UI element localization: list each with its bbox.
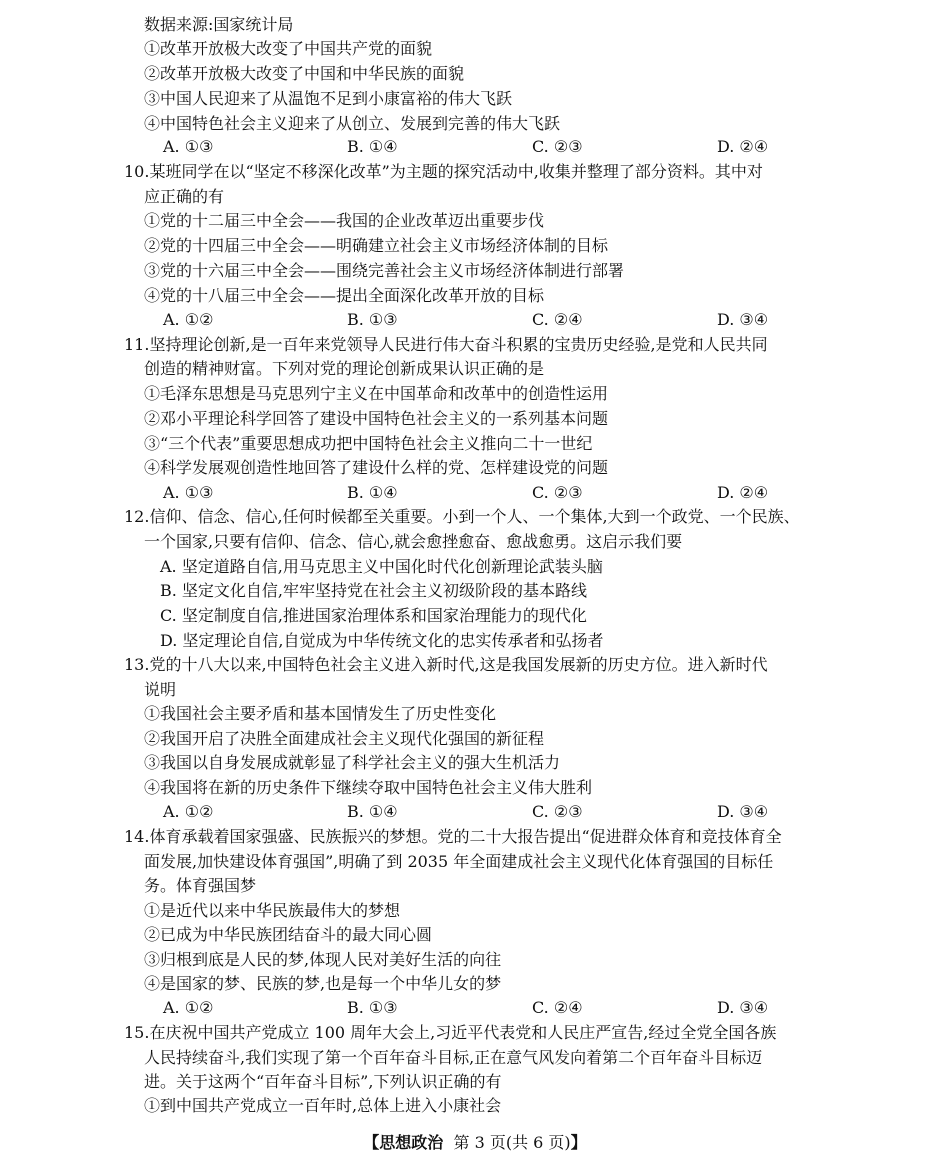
q12-choice-c: C. 坚定制度自信,推进国家治理体系和国家治理能力的现代化 bbox=[160, 606, 587, 625]
q11-item: ①毛泽东思想是马克思列宁主义在中国革命和改革中的创造性运用 bbox=[144, 384, 609, 403]
q10-stem: 应正确的有 bbox=[144, 187, 225, 206]
q14-item: ③归根到底是人民的梦,体现人民对美好生活的向往 bbox=[144, 950, 502, 969]
q13-item: ②我国开启了决胜全面建成社会主义现代化强国的新征程 bbox=[144, 729, 545, 748]
q11-option-d: D. ②④ bbox=[717, 483, 769, 502]
q10-option-d: D. ③④ bbox=[717, 310, 769, 329]
q10-stem: 10.某班同学在以“坚定不移深化改革”为主题的探究活动中,收集并整理了部分资料。其中对 bbox=[124, 162, 763, 181]
q12-stem: 一个国家,只要有信仰、信念、信心,就会愈挫愈奋、愈战愈勇。这启示我们要 bbox=[144, 532, 683, 551]
q9-item: ③中国人民迎来了从温饱不足到小康富裕的伟大飞跃 bbox=[144, 89, 513, 108]
q13-option-d: D. ③④ bbox=[717, 802, 769, 821]
q10-item: ①党的十二届三中全会——我国的企业改革迈出重要步伐 bbox=[144, 211, 545, 230]
q9-option-c: C. ②③ bbox=[532, 137, 583, 156]
q14-option-b: B. ①③ bbox=[347, 998, 398, 1017]
q11-option-b: B. ①④ bbox=[347, 483, 398, 502]
q9-option-a: A. ①③ bbox=[163, 137, 214, 156]
q11-stem: 创造的精神财富。下列对党的理论创新成果认识正确的是 bbox=[144, 359, 545, 378]
footer-subject: 思想政治 bbox=[379, 1133, 444, 1152]
q15-stem: 人民持续奋斗,我们实现了第一个百年奋斗目标,正在意气风发向着第二个百年奋斗目标迈 bbox=[144, 1048, 763, 1067]
data-source-line: 数据来源:国家统计局 bbox=[144, 15, 294, 34]
q14-item: ②已成为中华民族团结奋斗的最大同心圆 bbox=[144, 925, 433, 944]
q14-stem: 14.体育承载着国家强盛、民族振兴的梦想。党的二十大报告提出“促进群众体育和竞技体育全 bbox=[124, 827, 782, 846]
q13-stem: 13.党的十八大以来,中国特色社会主义进入新时代,这是我国发展新的历史方位。进入新时代 bbox=[124, 655, 768, 674]
q12-stem: 12.信仰、信念、信心,任何时候都至关重要。小到一个人、一个集体,大到一个政党、一个民族、 bbox=[124, 507, 800, 526]
q10-item: ②党的十四届三中全会——明确建立社会主义市场经济体制的目标 bbox=[144, 236, 609, 255]
q13-stem: 说明 bbox=[144, 680, 177, 699]
q13-option-a: A. ①② bbox=[163, 802, 214, 821]
q15-stem: 15.在庆祝中国共产党成立 100 周年大会上,习近平代表党和人民庄严宣告,经过全党全国各族 bbox=[124, 1023, 777, 1042]
q11-option-c: C. ②③ bbox=[532, 483, 583, 502]
q12-choice-a: A. 坚定道路自信,用马克思主义中国化时代化创新理论武装头脑 bbox=[160, 557, 603, 576]
q11-stem: 11.坚持理论创新,是一百年来党领导人民进行伟大奋斗积累的宝贵历史经验,是党和人民共同 bbox=[124, 335, 768, 354]
q9-item: ①改革开放极大改变了中国共产党的面貌 bbox=[144, 39, 433, 58]
q14-option-a: A. ①② bbox=[163, 998, 214, 1017]
q10-item: ③党的十六届三中全会——围绕完善社会主义市场经济体制进行部署 bbox=[144, 261, 625, 280]
q13-item: ①我国社会主要矛盾和基本国情发生了历史性变化 bbox=[144, 704, 497, 723]
q11-item: ②邓小平理论科学回答了建设中国特色社会主义的一系列基本问题 bbox=[144, 409, 609, 428]
q9-option-d: D. ②④ bbox=[717, 137, 769, 156]
q10-option-a: A. ①② bbox=[163, 310, 214, 329]
q14-item: ④是国家的梦、民族的梦,也是每一个中华儿女的梦 bbox=[144, 974, 502, 993]
q14-item: ①是近代以来中华民族最伟大的梦想 bbox=[144, 901, 401, 920]
q11-item: ④科学发展观创造性地回答了建设什么样的党、怎样建设党的问题 bbox=[144, 458, 609, 477]
q11-option-a: A. ①③ bbox=[163, 483, 214, 502]
q12-choice-d: D. 坚定理论自信,自觉成为中华传统文化的忠实传承者和弘扬者 bbox=[160, 631, 604, 650]
page-footer bbox=[0, 1132, 950, 1154]
footer-close-bracket: 】 bbox=[570, 1133, 587, 1152]
q10-item: ④党的十八届三中全会——提出全面深化改革开放的目标 bbox=[144, 286, 545, 305]
footer-page-number: 第 3 页(共 6 页) bbox=[453, 1133, 571, 1152]
q13-item: ④我国将在新的历史条件下继续夺取中国特色社会主义伟大胜利 bbox=[144, 778, 593, 797]
q10-option-b: B. ①③ bbox=[347, 310, 398, 329]
q13-item: ③我国以自身发展成就彰显了科学社会主义的强大生机活力 bbox=[144, 753, 561, 772]
q14-option-c: C. ②④ bbox=[532, 998, 583, 1017]
q15-stem: 进。关于这两个“百年奋斗目标”,下列认识正确的有 bbox=[144, 1072, 502, 1091]
q12-choice-b: B. 坚定文化自信,牢牢坚持党在社会主义初级阶段的基本路线 bbox=[160, 581, 588, 600]
q11-item: ③“三个代表”重要思想成功把中国特色社会主义推向二十一世纪 bbox=[144, 434, 593, 453]
q13-option-c: C. ②③ bbox=[532, 802, 583, 821]
q10-option-c: C. ②④ bbox=[532, 310, 583, 329]
q14-stem: 务。体育强国梦 bbox=[144, 876, 257, 895]
q9-item: ④中国特色社会主义迎来了从创立、发展到完善的伟大飞跃 bbox=[144, 114, 561, 133]
q15-item: ①到中国共产党成立一百年时,总体上进入小康社会 bbox=[144, 1096, 502, 1115]
q9-item: ②改革开放极大改变了中国和中华民族的面貌 bbox=[144, 64, 465, 83]
q13-option-b: B. ①④ bbox=[347, 802, 398, 821]
q14-option-d: D. ③④ bbox=[717, 998, 769, 1017]
q9-option-b: B. ①④ bbox=[347, 137, 398, 156]
footer-open-bracket: 【 bbox=[363, 1133, 380, 1152]
q14-stem: 面发展,加快建设体育强国”,明确了到 2035 年全面建成社会主义现代化体育强国的目标任 bbox=[144, 852, 774, 871]
